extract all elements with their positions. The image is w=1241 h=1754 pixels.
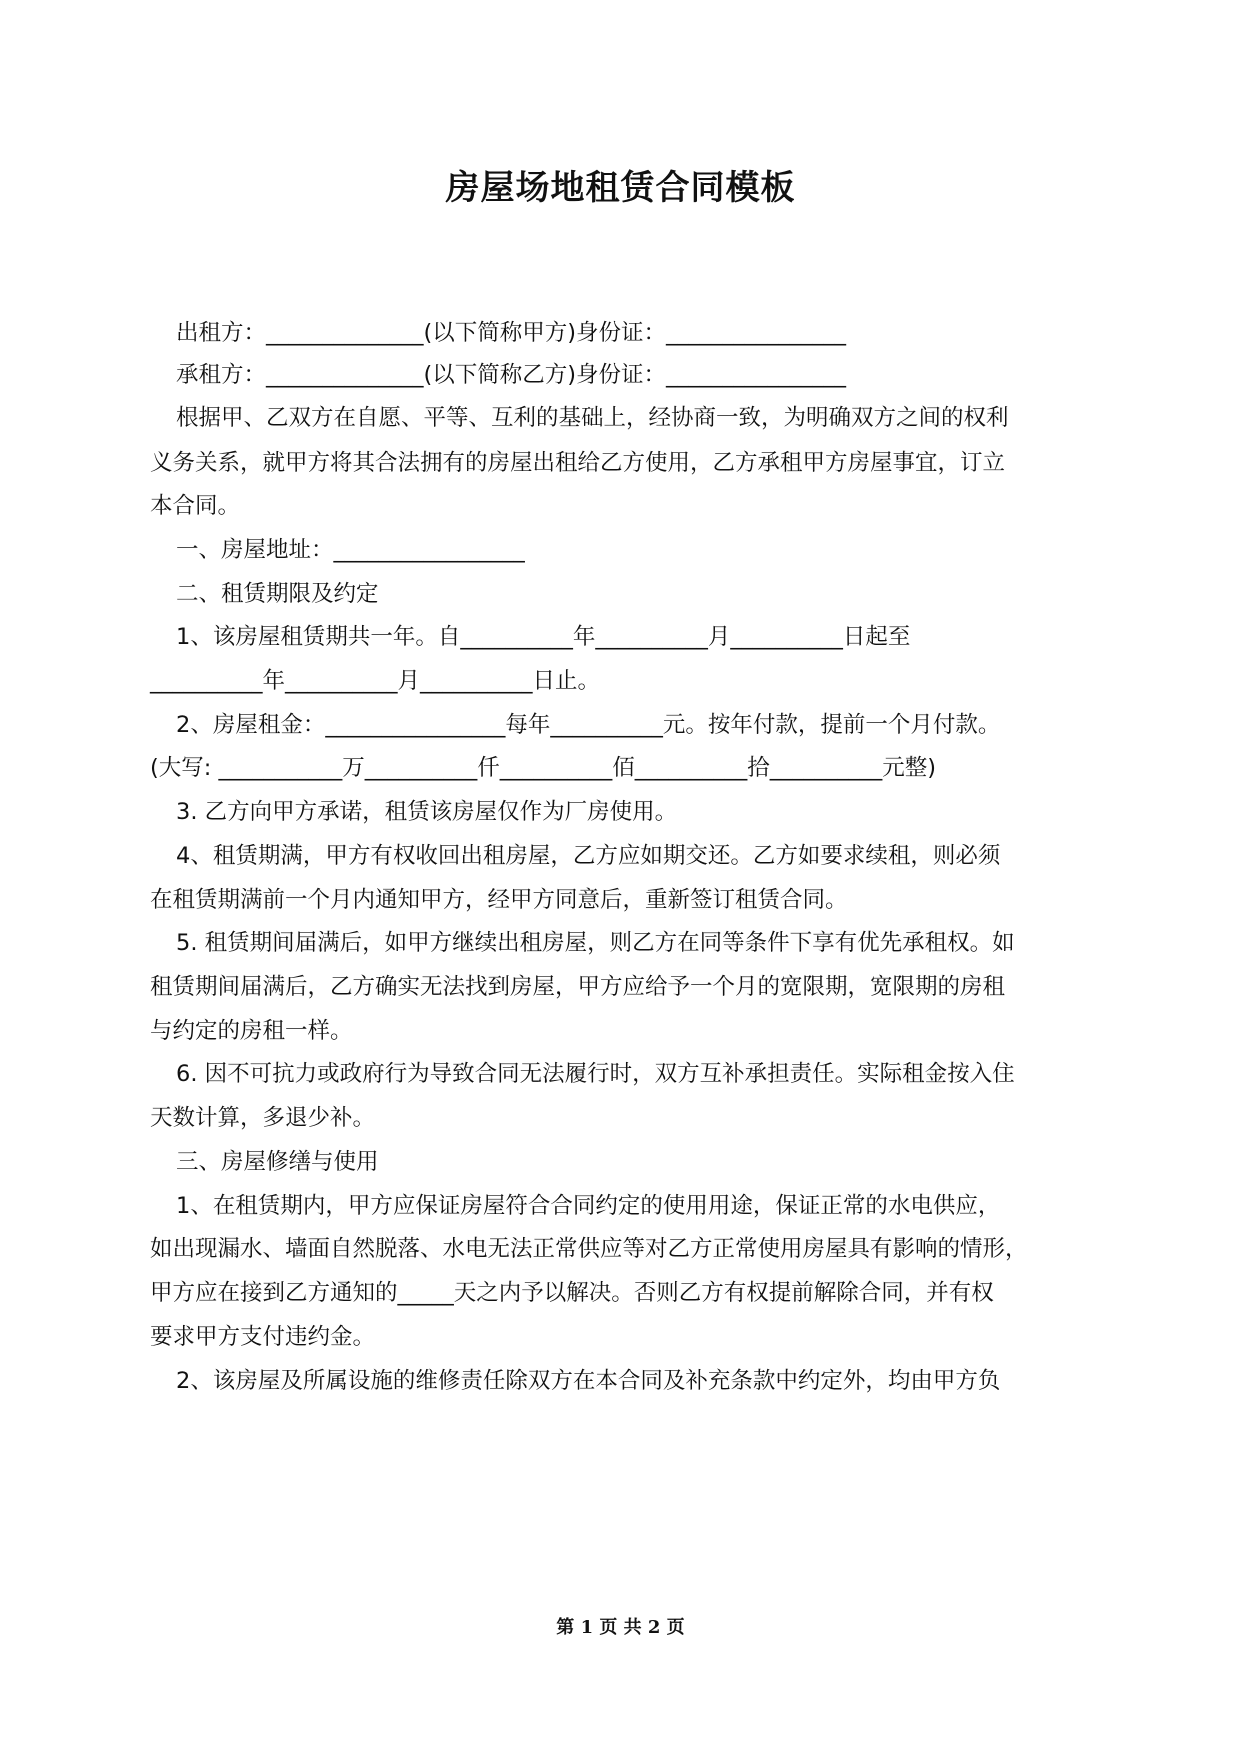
section-heading: 三、房屋修缮与使用 [176, 1149, 379, 1175]
section-heading: 二、租赁期限及约定 [176, 581, 379, 607]
paragraph-line: 6. 因不可抗力或政府行为导致合同无法履行时，双方互补承担责任。实际租金按入住 [176, 1061, 1015, 1087]
paragraph-line: 出租方：______________(以下简称甲方)身份证：________________ [176, 320, 847, 346]
paragraph-line: 义务关系，就甲方将其合法拥有的房屋出租给乙方使用，乙方承租甲方房屋事宜，订立 [150, 450, 1006, 476]
paragraph-line: 1、该房屋租赁期共一年。自__________年__________月__________日起至 [176, 624, 911, 650]
paragraph-line: 5. 租赁期间届满后，如甲方继续出租房屋，则乙方在同等条件下享有优先承租权。如 [176, 930, 1015, 956]
paragraph-line: 与约定的房租一样。 [150, 1018, 353, 1044]
paragraph-line: 2、房屋租金：________________每年__________元。按年付款，提前一个月付款。 [176, 712, 1001, 738]
paragraph-line: 根据甲、乙双方在自愿、平等、互利的基础上，经协商一致，为明确双方之间的权利 [176, 405, 1009, 431]
paragraph-line: 租赁期间届满后，乙方确实无法找到房屋，甲方应给予一个月的宽限期，宽限期的房租 [150, 974, 1006, 1000]
paragraph-line: 4、租赁期满，甲方有权收回出租房屋，乙方应如期交还。乙方如要求续租，则必须 [176, 843, 1001, 869]
paragraph-line: 3. 乙方向甲方承诺，租赁该房屋仅作为厂房使用。 [176, 799, 678, 825]
paragraph-line: 在租赁期满前一个月内通知甲方，经甲方同意后，重新签订租赁合同。 [150, 887, 848, 913]
paragraph-line: 天数计算，多退少补。 [150, 1105, 376, 1131]
document-title: 房屋场地租赁合同模板 [445, 168, 796, 208]
paragraph-line: 1、在租赁期内，甲方应保证房屋符合合同约定的使用用途，保证正常的水电供应， [176, 1193, 1001, 1219]
paragraph-line: 要求甲方支付违约金。 [150, 1324, 376, 1350]
paragraph-line: __________年__________月__________日止。 [150, 668, 601, 694]
paragraph-line: 2、该房屋及所属设施的维修责任除双方在本合同及补充条款中约定外，均由甲方负 [176, 1368, 1001, 1394]
paragraph-line: 本合同。 [150, 493, 241, 519]
page-number-footer: 第 1 页 共 2 页 [556, 1617, 685, 1638]
paragraph-line: 如出现漏水、墙面自然脱落、水电无法正常供应等对乙方正常使用房屋具有影响的情形， [150, 1236, 1028, 1262]
paragraph-line: 承租方：______________(以下简称乙方)身份证：________________ [176, 362, 847, 388]
section-heading: 一、房屋地址：_________________ [176, 537, 525, 563]
paragraph-line: (大写: ___________万__________仟__________佰__________拾__________元整) [150, 755, 937, 781]
paragraph-line: 甲方应在接到乙方通知的_____天之内予以解决。否则乙方有权提前解除合同，并有权 [150, 1280, 994, 1306]
